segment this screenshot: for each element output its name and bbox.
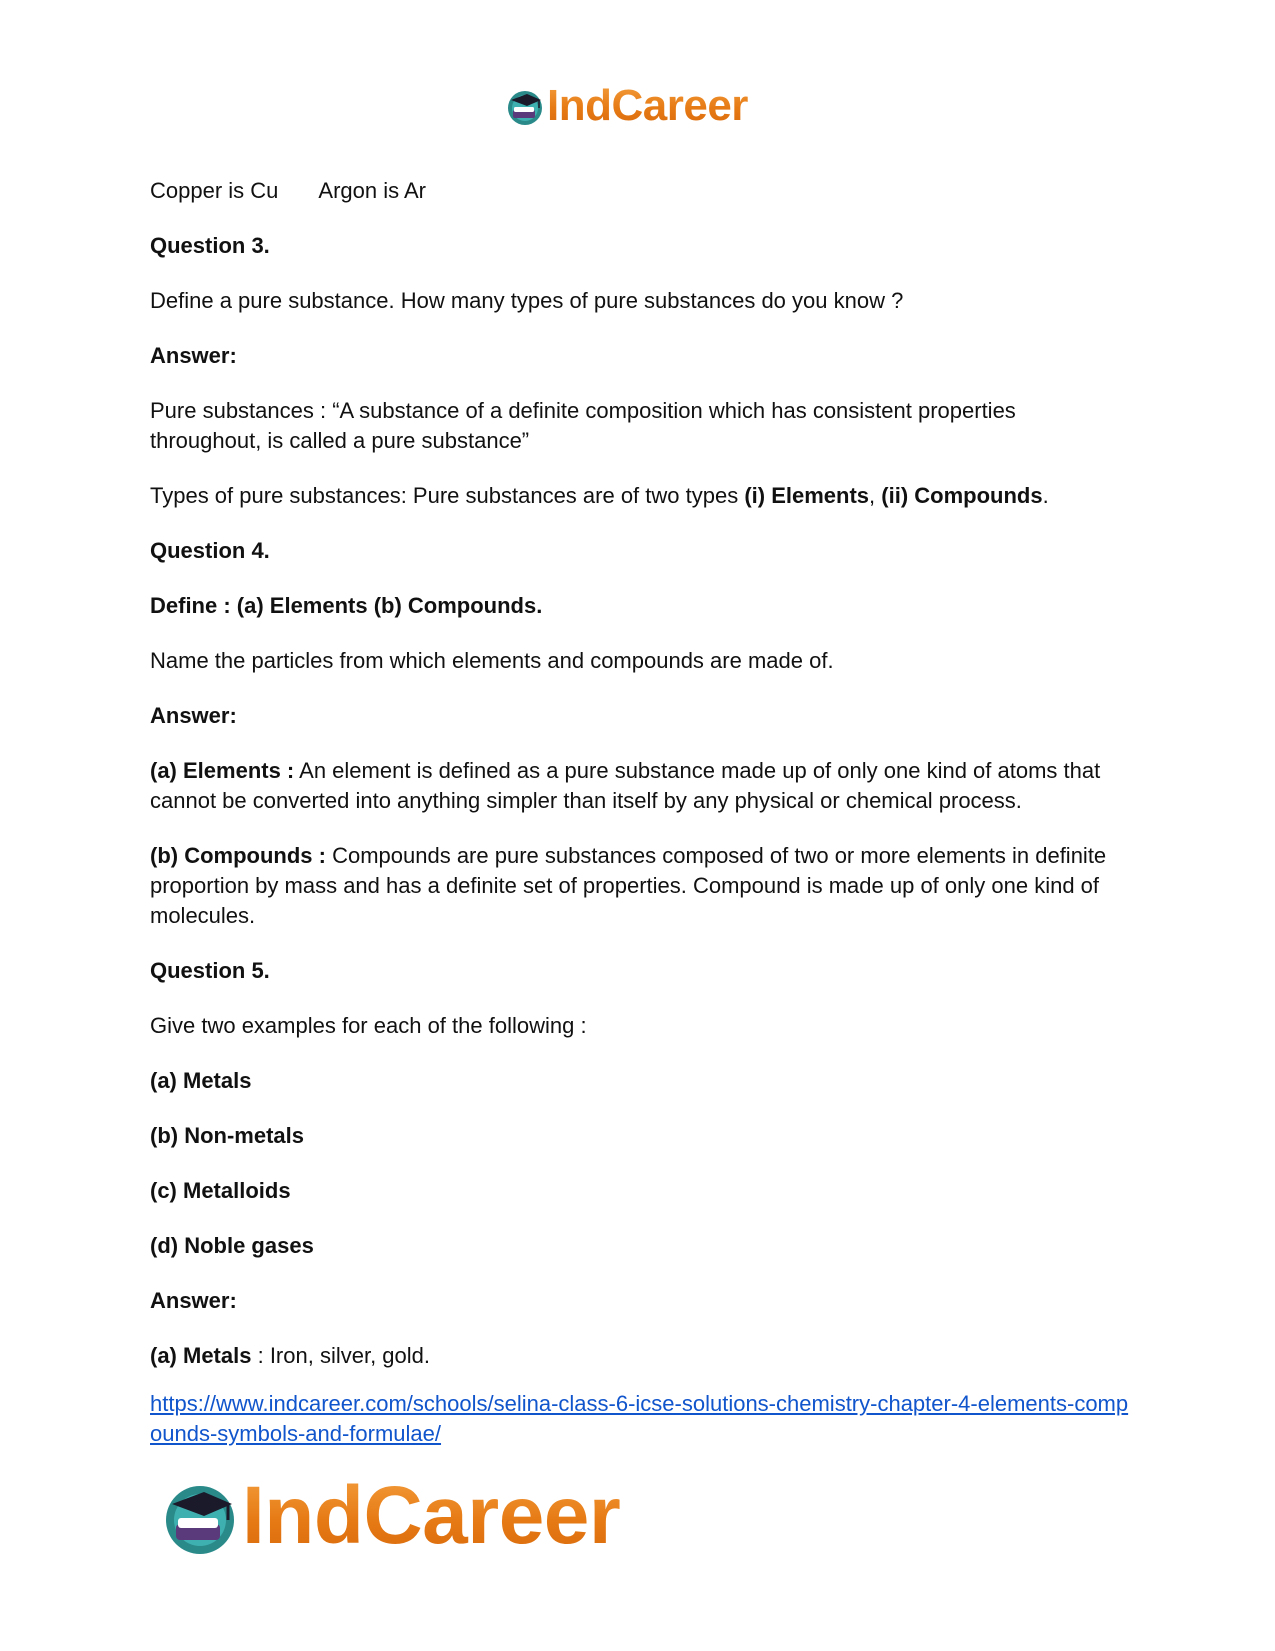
document-body (150, 176, 1130, 1474)
logo-text: IndCareer (242, 1470, 621, 1561)
metals-answer-label: (a) Metals (150, 1343, 252, 1368)
question-3-answer-label: Answer: (150, 343, 237, 368)
metals-answer: (a) Metals : Iron, silver, gold. (150, 1343, 431, 1368)
list-item-non-metals: (b) Non-metals (150, 1123, 304, 1148)
list-item-metals: (a) Metals (150, 1068, 252, 1093)
element-symbols-line (150, 176, 1130, 206)
elements-label: (a) Elements : (150, 758, 295, 783)
footer-logo (160, 1466, 620, 1566)
source-link[interactable]: https://www.indcareer.com/schools/selina-class-6-icse-solutions-chemistry-chapter-4-elements-compounds-symbols-and-formulae/ (150, 1391, 1129, 1446)
graduation-cap-icon (505, 86, 545, 126)
copper-symbol-text: Copper is Cu (150, 178, 279, 203)
compounds-definition: (b) Compounds : Compounds are pure substances composed of two or more elements in definite proportion by mass and has a definite set of properties. Compound is made up of only one kind of molecules. (150, 843, 1107, 928)
list-item-metalloids: (c) Metalloids (150, 1178, 291, 1203)
pure-substance-definition: Pure substances : “A substance of a definite composition which has consistent properties throughout, is called a pure substance” (150, 398, 1016, 453)
logo-text: IndCareer (547, 81, 748, 130)
question-5-text: Give two examples for each of the following : (150, 1013, 587, 1038)
question-4-heading: Question 4. (150, 538, 270, 563)
compounds-label: (b) Compounds : (150, 843, 326, 868)
elements-definition: (a) Elements : An element is defined as a pure substance made up of only one kind of atoms that cannot be converted into anything simpler than itself by any physical or chemical process. (150, 758, 1101, 813)
question-5-heading: Question 5. (150, 958, 270, 983)
source-link-paragraph (150, 1389, 1130, 1449)
header-logo (505, 78, 748, 134)
pure-substance-types: Types of pure substances: Pure substances are of two types (i) Elements, (ii) Compounds. (150, 483, 1049, 508)
list-item-noble-gases: (d) Noble gases (150, 1233, 314, 1258)
type-elements: (i) Elements (744, 483, 870, 508)
type-compounds: (ii) Compounds (881, 483, 1043, 508)
argon-symbol-text: Argon is Ar (318, 178, 426, 203)
graduation-cap-icon (160, 1476, 240, 1556)
question-3-text: Define a pure substance. How many types of pure substances do you know ? (150, 288, 904, 313)
question-5-answer-label: Answer: (150, 1288, 237, 1313)
question-4-answer-label: Answer: (150, 703, 237, 728)
question-3-heading: Question 3. (150, 233, 270, 258)
question-4-define: Define : (a) Elements (b) Compounds. (150, 593, 543, 618)
question-4-text: Name the particles from which elements and compounds are made of. (150, 648, 834, 673)
